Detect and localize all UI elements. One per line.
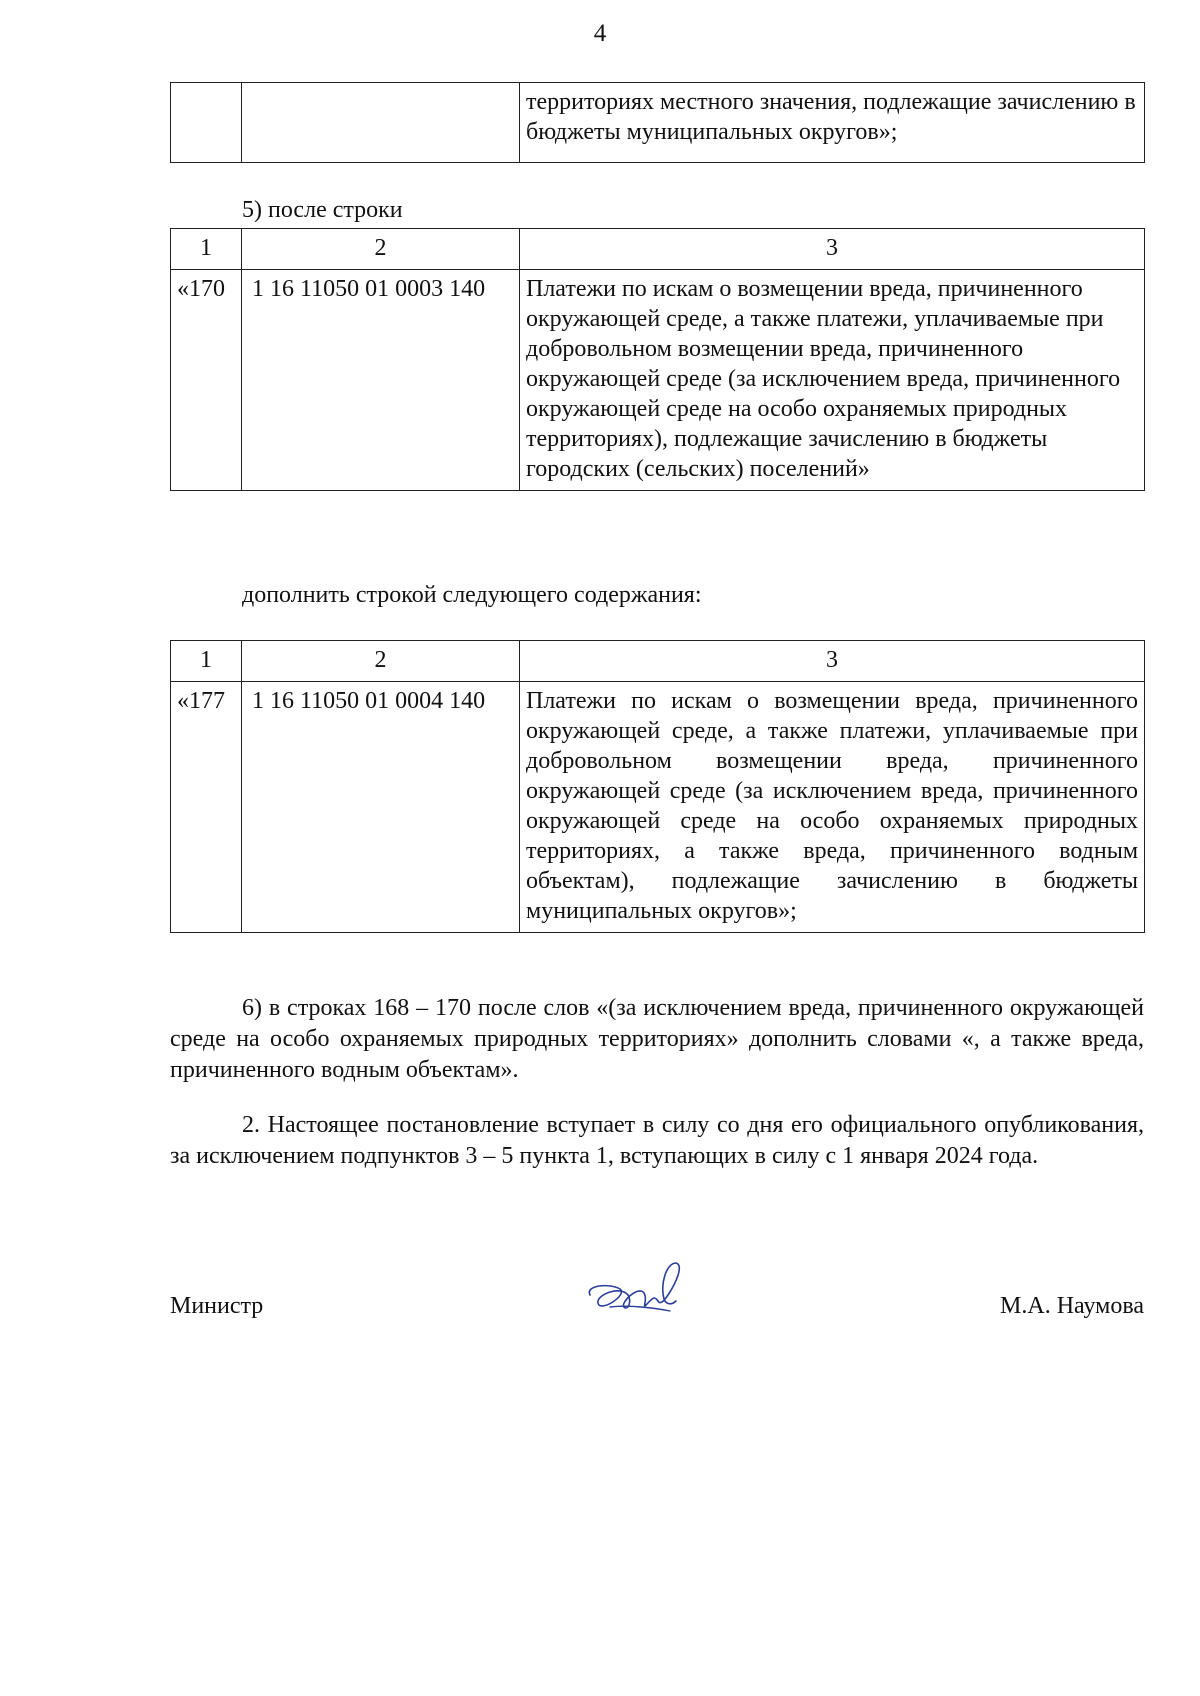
table-cell-number: «177 [171, 682, 242, 933]
column-header-2: 2 [242, 641, 520, 682]
table-continuation [170, 82, 1145, 163]
column-header-1: 1 [171, 641, 242, 682]
column-header-1: 1 [171, 229, 242, 270]
handwritten-signature-icon [580, 1255, 690, 1332]
signer-title: Министр [170, 1293, 264, 1319]
table-cell-code: 1 16 11050 01 0003 140 [242, 270, 520, 491]
supplement-text: дополнить строкой следующего содержания: [242, 582, 702, 608]
column-header-3: 3 [520, 229, 1145, 270]
table-row [171, 270, 1145, 491]
item-2-paragraph: 2. Настоящее постановление вступает в силу со дня его официального опубликования, за исключением подпунктов 3 – 5 пункта 1, вступающих в силу с 1 января 2024 года. [170, 1112, 1144, 1169]
table-cell-code: 1 16 11050 01 0004 140 [242, 682, 520, 933]
table-cell-description: Платежи по искам о возмещении вреда, причиненного окружающей среде, а также платежи, уплачиваемые при добровольном возмещении вреда, причиненного окружающей среде (за исключением вреда, причиненного окружающей среде на особо охраняемых природных территориях, а также вреда, причиненного водным объектам), подлежащие зачислению в бюджеты муниципальных округов»; [520, 682, 1145, 933]
table-header-row [171, 229, 1145, 270]
table-new-row [170, 640, 1145, 933]
table-header-row [171, 641, 1145, 682]
table-after-row [170, 228, 1145, 491]
column-header-3: 3 [520, 641, 1145, 682]
item-6-paragraph: 6) в строках 168 – 170 после слов «(за исключением вреда, причиненного окружающей среде на особо охраняемых природных территориях» дополнить словами «, а также вреда, причиненного водным объектам». [170, 995, 1144, 1083]
table-cell-number [171, 83, 242, 163]
table-row [171, 682, 1145, 933]
table-cell-number: «170 [171, 270, 242, 491]
table-cell-description: Платежи по искам о возмещении вреда, причиненного окружающей среде, а также платежи, уплачиваемые при добровольном возмещении вреда, причиненного окружающей среде (за исключением вреда, причиненного окружающей среде на особо охраняемых природных территориях), подлежащие зачислению в бюджеты городских (сельских) поселений» [520, 270, 1145, 491]
signer-name: М.А. Наумова [1000, 1293, 1144, 1319]
column-header-2: 2 [242, 229, 520, 270]
table-cell-code [242, 83, 520, 163]
item-5-intro: 5) после строки [242, 197, 403, 223]
page-number: 4 [593, 20, 607, 47]
table-row [171, 83, 1145, 163]
table-cell-description: территориях местного значения, подлежащие зачислению в бюджеты муниципальных округов»; [520, 83, 1145, 163]
